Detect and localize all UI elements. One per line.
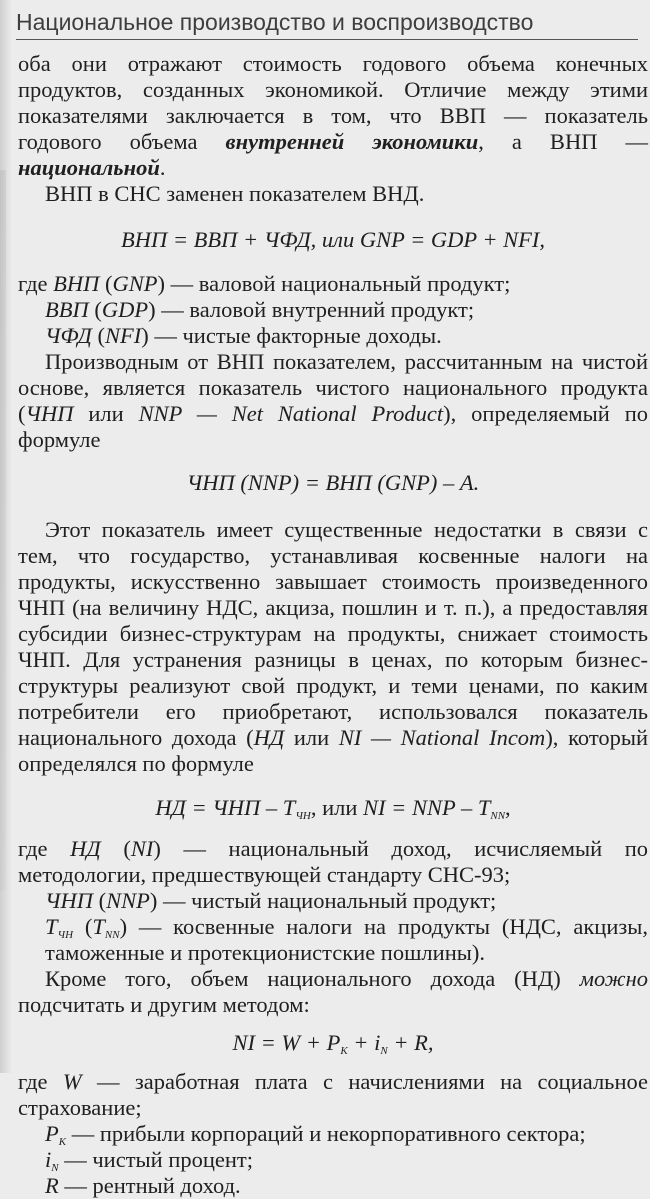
- main-text: [18, 51, 648, 1199]
- definition-national-income: где НД (NI) — национальный доход, исчисляемый по методологии, предшествующей стандарту СНС-93;: [18, 836, 649, 887]
- formula-national-income: НД = ЧНП – $T_{ЧН}$, или NI = NNP – $T_{NN}$,: [155, 795, 511, 822]
- paragraph-1: оба они отражают стоимость годового объема конечных продуктов, созданных экономикой. Отличие между этими показателями заключается в том, что ВВП — показатель годового объема внутренней экономики, а ВНП — национальной.: [18, 51, 648, 180]
- definition-nfi: ЧФД (NFI) — чистые факторные доходы.: [45, 323, 442, 348]
- paragraph-3: Производным от ВНП показателем, рассчитанным на чистой основе, является показатель чистого национального продукта (ЧНП или NNP — Net National Product), определяемый по формуле: [18, 349, 648, 452]
- definition-rent: R — рентный доход.: [45, 1173, 241, 1198]
- definition-nnp: ЧНП (NNP) — чистый национальный продукт;: [45, 888, 497, 913]
- definition-wages: где W — заработная плата с начислениями на социальное страхование;: [18, 1069, 648, 1120]
- definition-indirect-taxes: $T_{ЧН}$ $(T_{NN})$ — косвенные налоги на продукты (НДС, акцизы, таможенные и протекционистские пошлины).: [45, 914, 649, 965]
- paragraph-2: ВНП в СНС заменен показателем ВНД.: [45, 181, 425, 206]
- paragraph-4: Этот показатель имеет существенные недостатки в связи с тем, что государство, устанавливая косвенные налоги на продукты, искусственно завышает стоимость произведенного ЧНП (на величину НДС, акциза, пошлин и т. п.), а предоставляя субсидии бизнес-структурам на продукты, снижает стоимость ЧНП. Для устранения разницы в ценах, по которым бизнес-структуры реализуют свой продукт, и теми ценами, по каким потребители его приобретают, использовался показатель национального дохода (НД или NI — National Incom), который определялся по формуле: [18, 517, 649, 776]
- formula-gnp: ВНП = ВВП + ЧФД, или GNP = GDP + NFI,: [120, 227, 546, 252]
- definition-gnp: где ВНП (GNP) — валовой национальный продукт;: [18, 271, 511, 296]
- page-edge-shadow: [0, 170, 6, 890]
- formula-nnp: ЧНП (NNP) = ВНП (GNP) – A.: [186, 470, 480, 495]
- formula-income-method: NI = $W + P_K + i_N + R$,: [232, 1030, 434, 1057]
- definition-gdp: ВВП (GDP) — валовой внутренний продукт;: [45, 297, 475, 322]
- paragraph-5: Кроме того, объем национального дохода (НД) можно подсчитать и другим методом:: [18, 966, 648, 1017]
- running-header: [16, 8, 638, 40]
- definition-net-interest: $i_N$ — чистый процент;: [45, 1147, 254, 1174]
- page-title: Национальное производство и воспроизводство: [16, 9, 534, 35]
- definition-profits: $P_K$ — прибыли корпораций и некорпоративного сектора;: [45, 1121, 586, 1148]
